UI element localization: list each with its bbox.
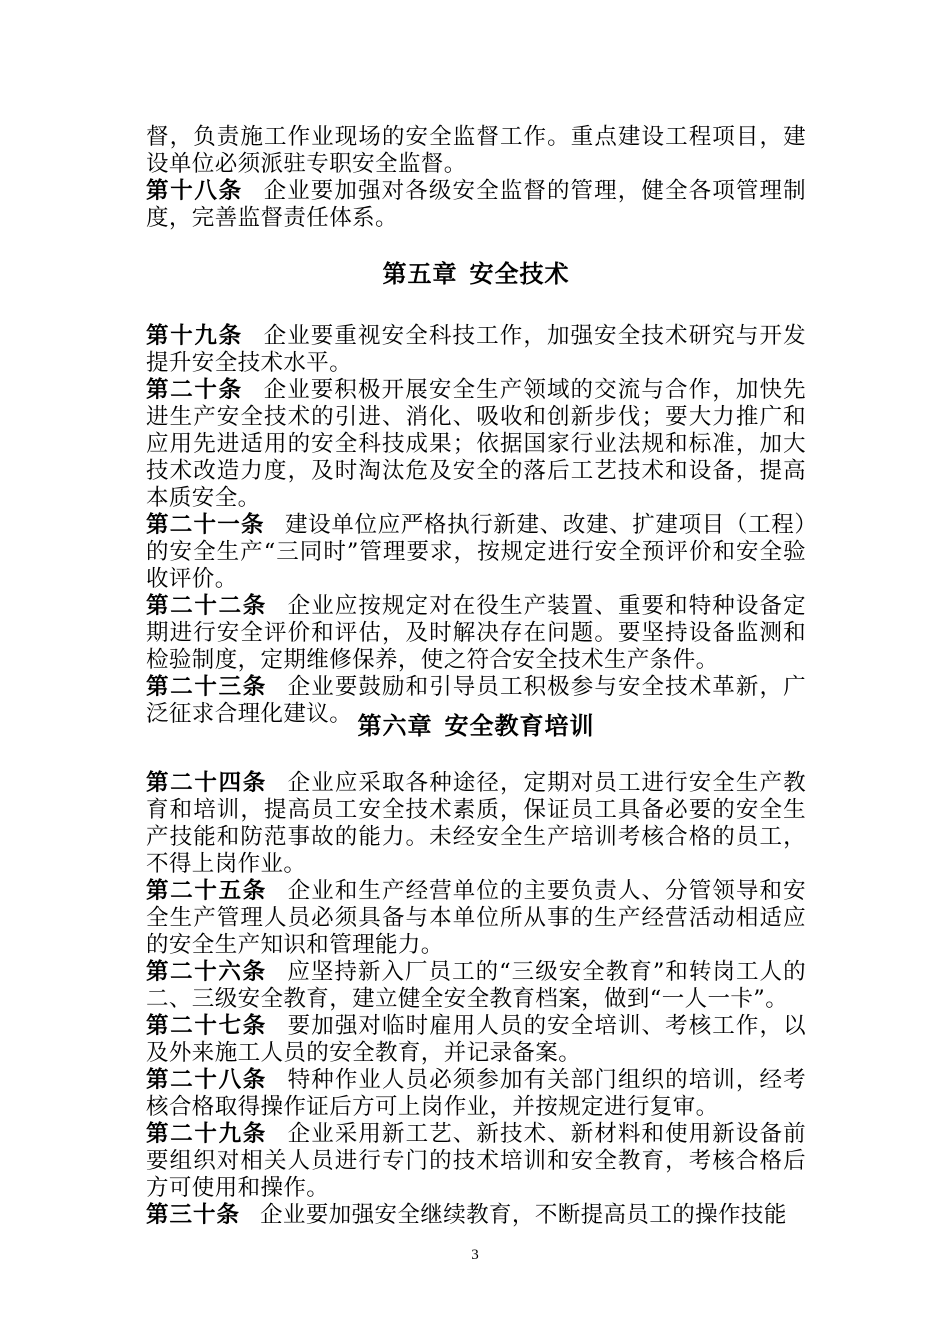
- article-label: 第十九条: [146, 323, 243, 349]
- article-text: 要加强对临时雇用人员的安全培训、考核工作，以及外来施工人员的安全教育，并记录备案。: [146, 1013, 806, 1066]
- continuation-paragraph: 督，负责施工作业现场的安全监督工作。重点建设工程项目，建设单位必须派驻专职安全监督。: [146, 124, 806, 177]
- chapter-heading-6: [146, 712, 806, 740]
- article-text: 企业应采取各种途径，定期对员工进行安全生产教育和培训，提高员工安全技术素质，保证员工具备必要的安全生产技能和防范事故的能力。未经安全生产培训考核合格的员工，不得上岗作业。: [146, 770, 806, 877]
- chapter-number: 第六章: [357, 712, 433, 740]
- section-chapter-5: [146, 323, 806, 728]
- article-text: 企业要加强安全继续教育，不断提高员工的操作技能: [260, 1202, 787, 1228]
- article-label: 第十八条: [146, 178, 243, 204]
- article-text: 企业要积极开展安全生产领域的交流与合作，加快先进生产安全技术的引进、消化、吸收和创新步伐；要大力推广和应用先进适用的安全科技成果；依据国家行业法规和标准，加大技术改造力度，及时淘汰危及安全的落后工艺技术和设备，提高本质安全。: [146, 377, 806, 511]
- article-20: [146, 377, 806, 512]
- chapter-number: 第五章: [382, 260, 458, 288]
- article-30: [146, 1202, 806, 1229]
- article-label: 第二十四条: [146, 770, 267, 796]
- article-label: 第二十条: [146, 377, 243, 403]
- article-21: [146, 512, 806, 593]
- page-number: 3: [471, 1247, 479, 1263]
- article-19: [146, 323, 806, 377]
- article-22: [146, 593, 806, 674]
- article-29: [146, 1121, 806, 1202]
- article-26: [146, 959, 806, 1013]
- article-text: 建设单位应严格执行新建、改建、扩建项目（工程）的安全生产“三同时”管理要求，按规定进行安全预评价和安全验收评价。: [146, 512, 806, 592]
- article-label: 第二十五条: [146, 878, 267, 904]
- article-label: 第二十九条: [146, 1121, 267, 1147]
- article-18: [146, 178, 806, 232]
- article-text: 企业和生产经营单位的主要负责人、分管领导和安全生产管理人员必须具备与本单位所从事的生产经营活动相适应的安全生产知识和管理能力。: [146, 878, 806, 958]
- chapter-heading-5: [146, 260, 806, 288]
- chapter-title: 安全教育培训: [444, 712, 595, 740]
- section-chapter-6: [146, 770, 806, 1229]
- article-24: [146, 770, 806, 878]
- article-label: 第三十条: [146, 1202, 241, 1228]
- article-27: [146, 1013, 806, 1067]
- article-label: 第二十二条: [146, 593, 267, 619]
- article-text: 企业要重视安全科技工作，加强安全技术研究与开发提升安全技术水平。: [146, 323, 806, 376]
- article-text: 企业要鼓励和引导员工积极参与安全技术革新，广泛征求合理化建议。: [146, 674, 806, 727]
- chapter-title: 安全技术: [469, 260, 570, 288]
- article-label: 第二十一条: [146, 512, 265, 538]
- article-25: [146, 878, 806, 959]
- article-label: 第二十六条: [146, 959, 267, 985]
- article-label: 第二十三条: [146, 674, 267, 700]
- article-text: 企业应按规定对在役生产装置、重要和特种设备定期进行安全评价和评估，及时解决存在问题。要坚持设备监测和检验制度，定期维修保养，使之符合安全技术生产条件。: [146, 593, 806, 673]
- article-text: 企业采用新工艺、新技术、新材料和使用新设备前要组织对相关人员进行专门的技术培训和安全教育，考核合格后方可使用和操作。: [146, 1121, 806, 1201]
- article-label: 第二十八条: [146, 1067, 267, 1093]
- section-top: [146, 124, 806, 232]
- article-text: 特种作业人员必须参加有关部门组织的培训，经考核合格取得操作证后方可上岗作业，并按规定进行复审。: [146, 1067, 806, 1120]
- article-28: [146, 1067, 806, 1121]
- article-label: 第二十七条: [146, 1013, 267, 1039]
- article-text: 企业要加强对各级安全监督的管理，健全各项管理制度，完善监督责任体系。: [146, 178, 806, 231]
- article-text: 应坚持新入厂员工的“三级安全教育”和转岗工人的二、三级安全教育，建立健全安全教育档案，做到“一人一卡”。: [146, 959, 806, 1012]
